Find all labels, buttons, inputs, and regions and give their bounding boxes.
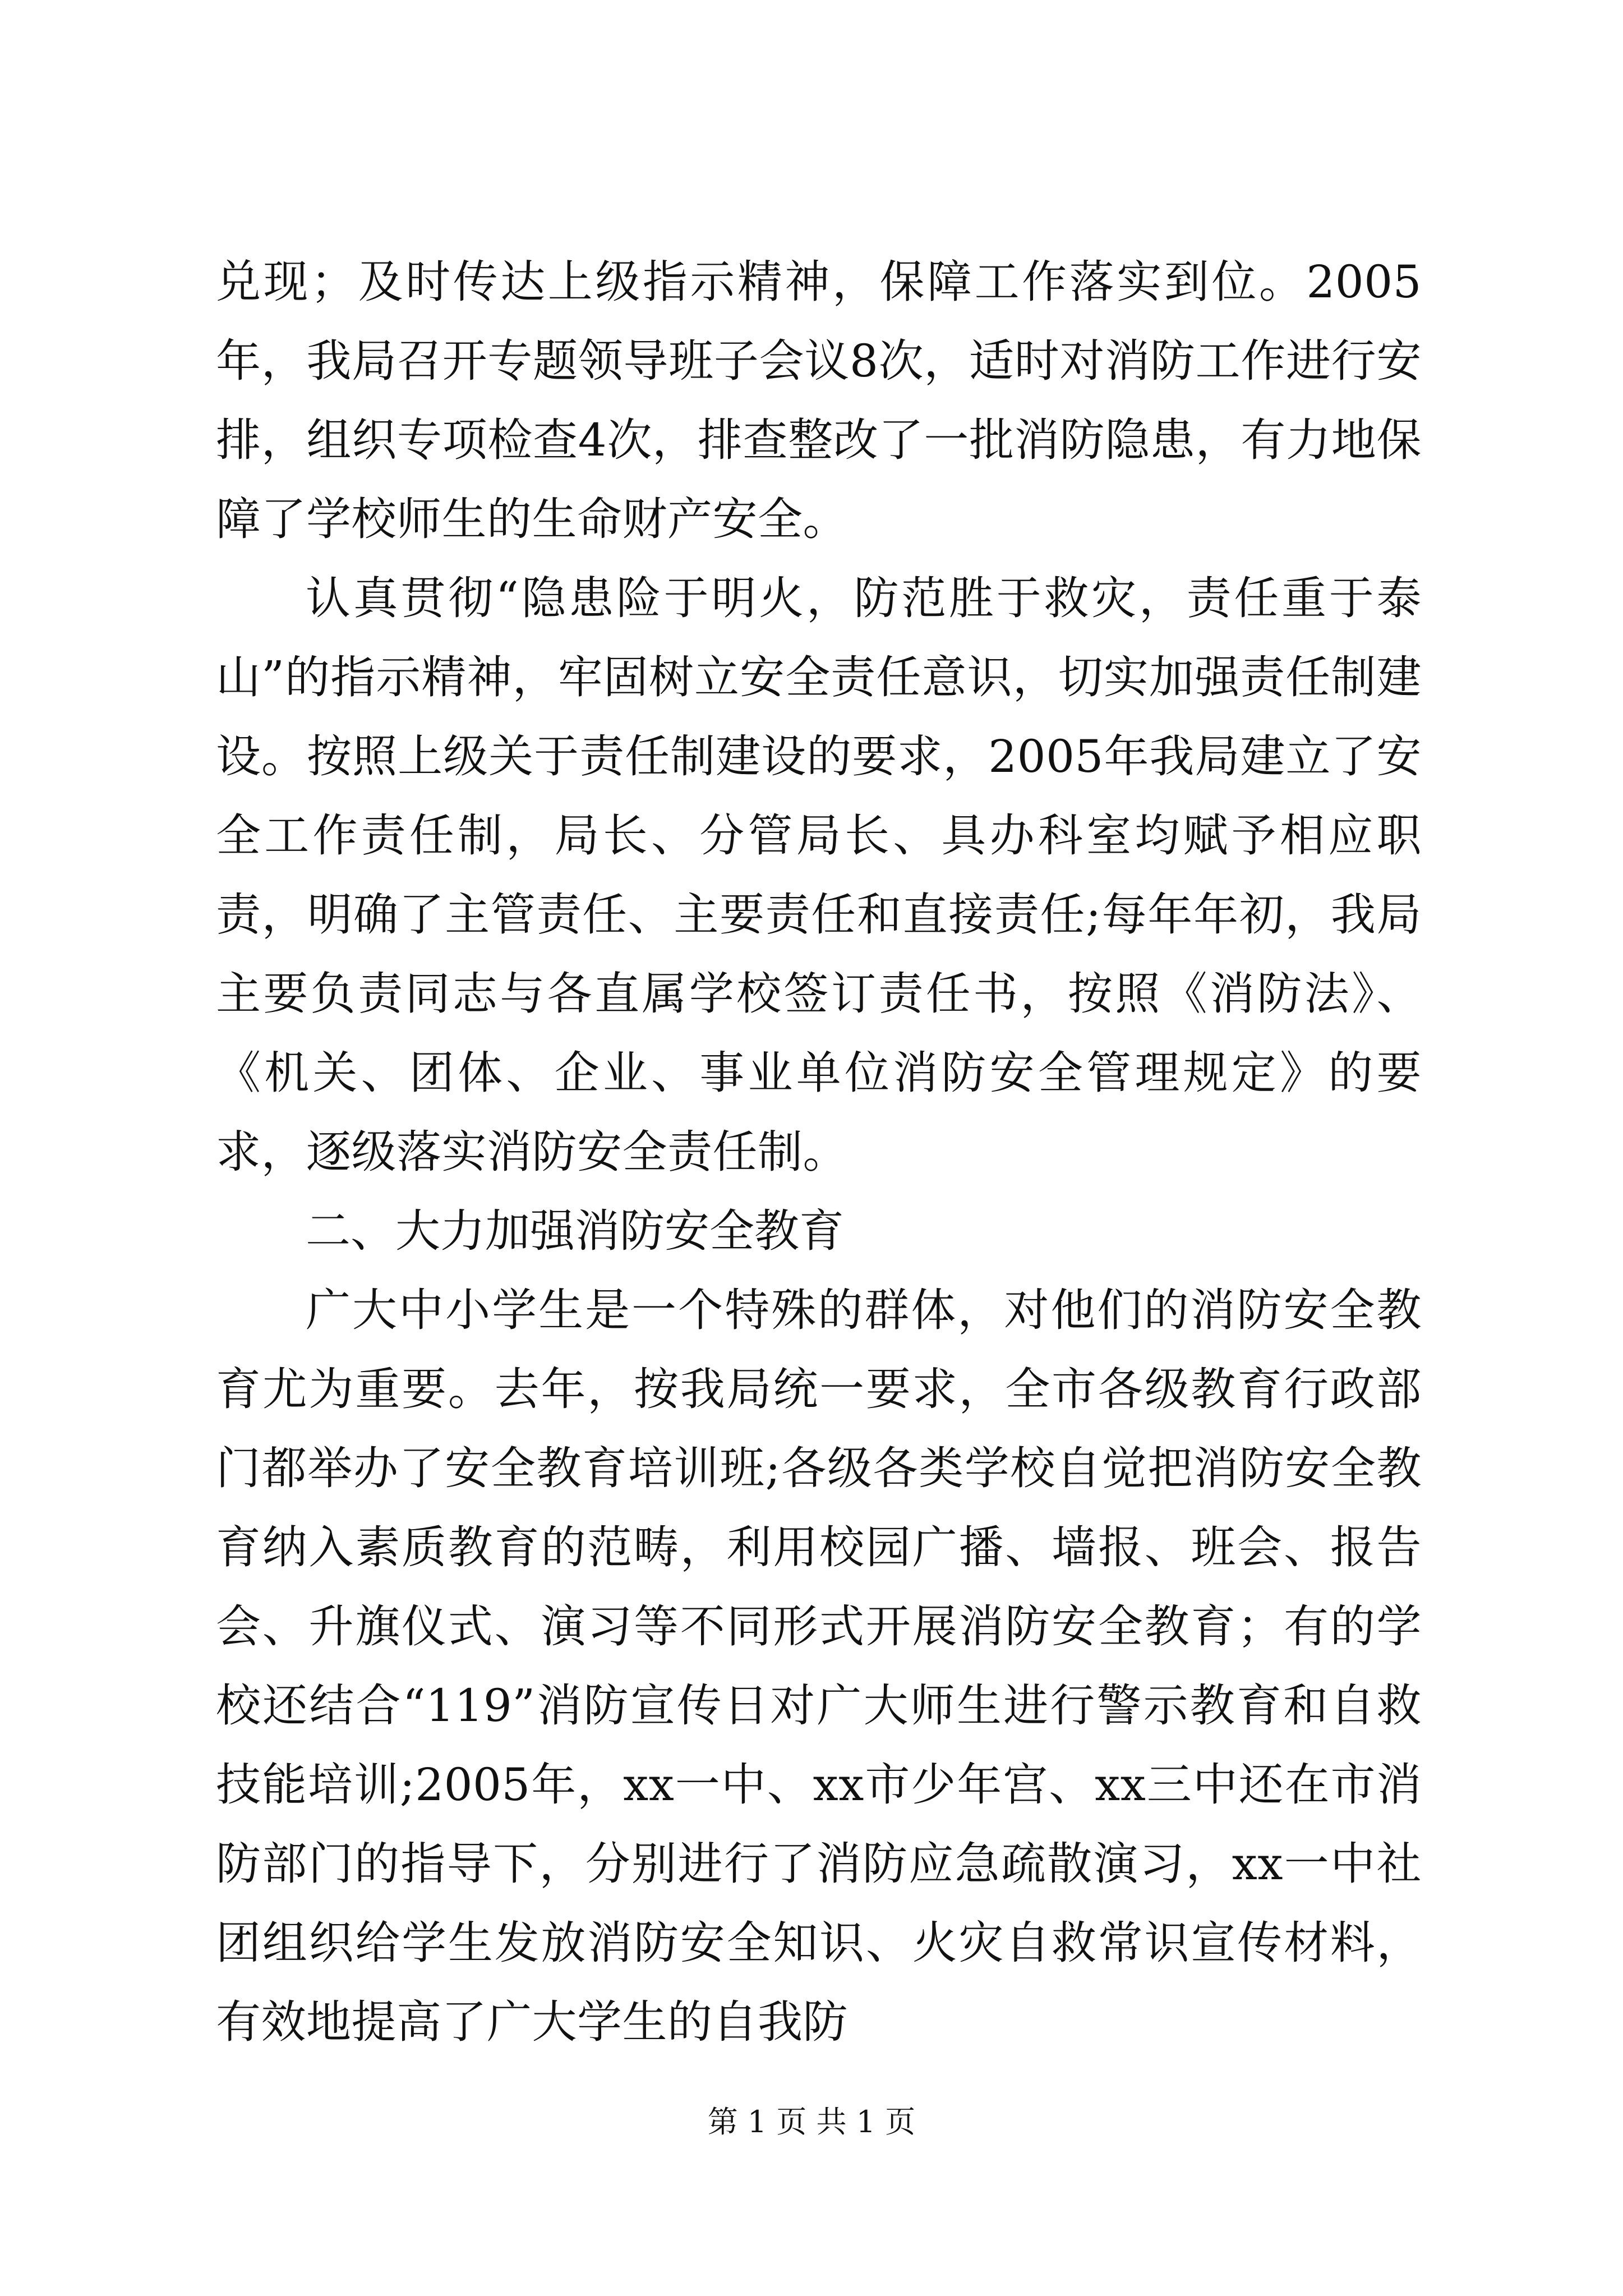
- page-footer: 第 1 页 共 1 页: [707, 2104, 916, 2139]
- paragraph-responsibility: 认真贯彻“隐患险于明火，防范胜于救灾，责任重于泰山”的指示精神，牢固树立安全责任意识，切实加强责任制建设。按照上级关于责任制建设的要求，2005年我局建立了安全工作责任制，局长、分管局长、具办科室均赋予相应职责，明确了主管责任、主要责任和直接责任;每年年初，我局主要负责同志与各直属学校签订责任书，按照《消防法》、《机关、团体、企业、事业单位消防安全管理规定》的要求，逐级落实消防安全责任制。: [216, 572, 1422, 1178]
- document-body: [216, 242, 1422, 2062]
- section-heading: 二、大力加强消防安全教育: [306, 1205, 844, 1257]
- paragraph-education: 广大中小学生是一个特殊的群体，对他们的消防安全教育尤为重要。去年，按我局统一要求，全市各级教育行政部门都举办了安全教育培训班;各级各类学校自觉把消防安全教育纳入素质教育的范畴，利用校园广播、墙报、班会、报告会、升旗仪式、演习等不同形式开展消防安全教育；有的学校还结合“119”消防宣传日对广大师生进行警示教育和自救技能培训;2005年，xx一中、xx市少年宫、xx三中还在市消防部门的指导下，分别进行了消防应急疏散演习，xx一中社团组织给学生发放消防安全知识、火灾自救常识宣传材料，有效地提高了广大学生的自我防: [216, 1284, 1422, 2048]
- paragraph-continuation: 兑现；及时传达上级指示精神，保障工作落实到位。2005年，我局召开专题领导班子会议8次，适时对消防工作进行安排，组织专项检查4次，排查整改了一批消防隐患，有力地保障了学校师生的生命财产安全。: [216, 256, 1422, 545]
